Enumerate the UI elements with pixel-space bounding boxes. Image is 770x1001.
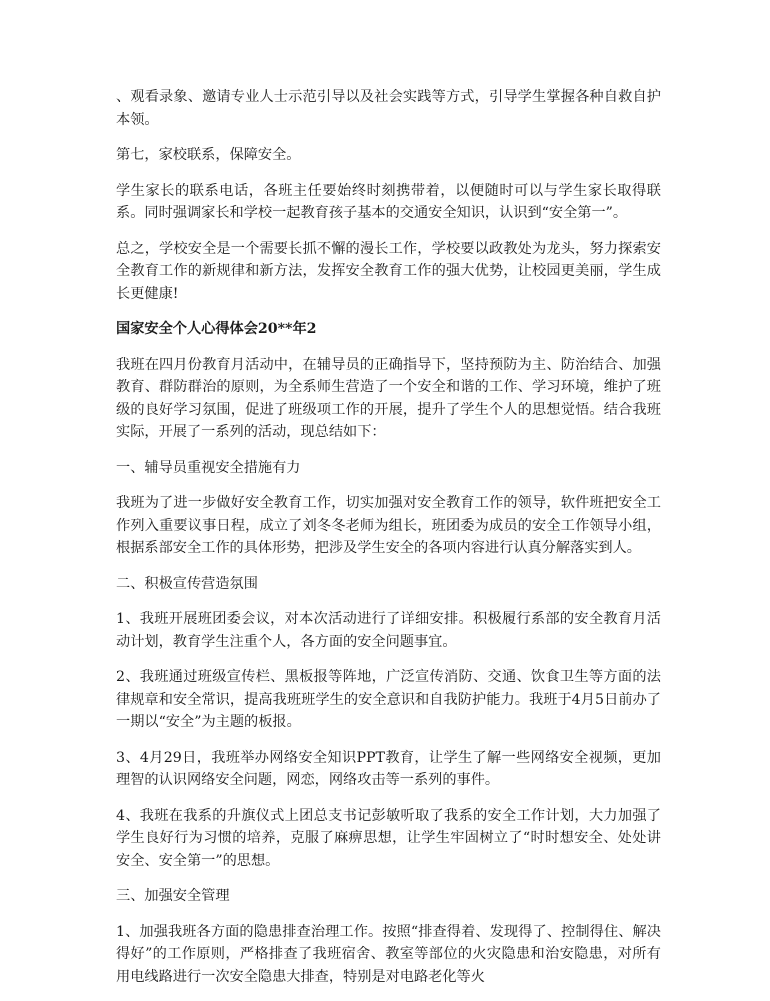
paragraph-self-rescue: 、观看录象、邀请专业人士示范引导以及社会实践等方式，引导学生掌握各种自救自护本领。 — [116, 89, 661, 128]
list-item-3: 3、4月29日，我班举办网络安全知识PPT教育，让学生了解一些网络安全视频，更加理智的认识网络安全问题，网恋，网络攻击等一系列的事件。 — [116, 749, 661, 788]
section-heading-one: 一、辅导员重视安全措施有力 — [116, 459, 301, 476]
list-item-1: 1、我班开展班团委会议，对本次活动进行了详细安排。积极履行系部的安全教育月活动计划，教育学生注重个人，各方面的安全问题事宜。 — [116, 611, 661, 650]
section-heading-three: 三、加强安全管理 — [116, 888, 230, 904]
list-item-4: 4、我班在我系的升旗仪式上团总支书记彭敏听取了我系的安全工作计划，大力加强了学生良好行为习惯的培养，克服了麻痹思想，让学生牢固树立了“时时想安全、处处讲安全、安全第一”的思想。 — [116, 807, 661, 869]
paragraph-summary: 总之，学校安全是一个需要长抓不懈的漫长工作，学校要以政教处为龙头，努力探索安全教育工作的新规律和新方法，发挥安全教育工作的强大优势，让校园更美丽，学生成长更健康! — [116, 240, 661, 302]
list-item-management-1: 1、加强我班各方面的隐患排查治理工作。按照“排查得着、发现得了、控制得住、解决得好”的工作原则，严格排查了我班宿舍、教室等部位的火灾隐患和治安隐患，对所有用电线路进行一次安全隐患大排查，特别是对电路老化等火 — [116, 923, 661, 985]
section-heading-two: 二、积极宣传营造氛围 — [116, 575, 258, 592]
document-page — [116, 86, 661, 1001]
paragraph-intro: 我班在四月份教育月活动中，在辅导员的正确指导下，坚持预防为主、防治结合、加强教育、群防群治的原则，为全系师生营造了一个安全和谐的工作、学习环境，维护了班级的良好学习氛围，促进了班级项工作的开展，提升了学生个人的思想觉悟。结合我班实际，开展了一系列的活动，现总结如下： — [116, 356, 661, 440]
paragraph-parent-contact: 学生家长的联系电话，各班主任要始终时刻携带着，以便随时可以与学生家长取得联系。同时强调家长和学校一起教育孩子基本的交通安全知识，认识到“安全第一”。 — [116, 182, 661, 221]
list-item-2: 2、我班通过班级宣传栏、黑板报等阵地，广泛宣传消防、交通、饮食卫生等方面的法律规章和安全常识，提高我班班学生的安全意识和自我防护能力。我班于4月5日前办了一期以“安全”为主题的板报。 — [116, 669, 661, 730]
paragraph-leadership: 我班为了进一步做好安全教育工作，切实加强对安全教育工作的领导，软件班把安全工作列入重要议事日程，成立了刘冬冬老师为组长，班团委为成员的安全工作领导小组，根据系部安全工作的具体形势，把涉及学生安全的各项内容进行认真分解落实到人。 — [116, 495, 661, 556]
article-title: 国家安全个人心得体会20**年2 — [116, 321, 317, 337]
paragraph-section-seven: 第七，家校联系，保障安全。 — [116, 147, 301, 163]
